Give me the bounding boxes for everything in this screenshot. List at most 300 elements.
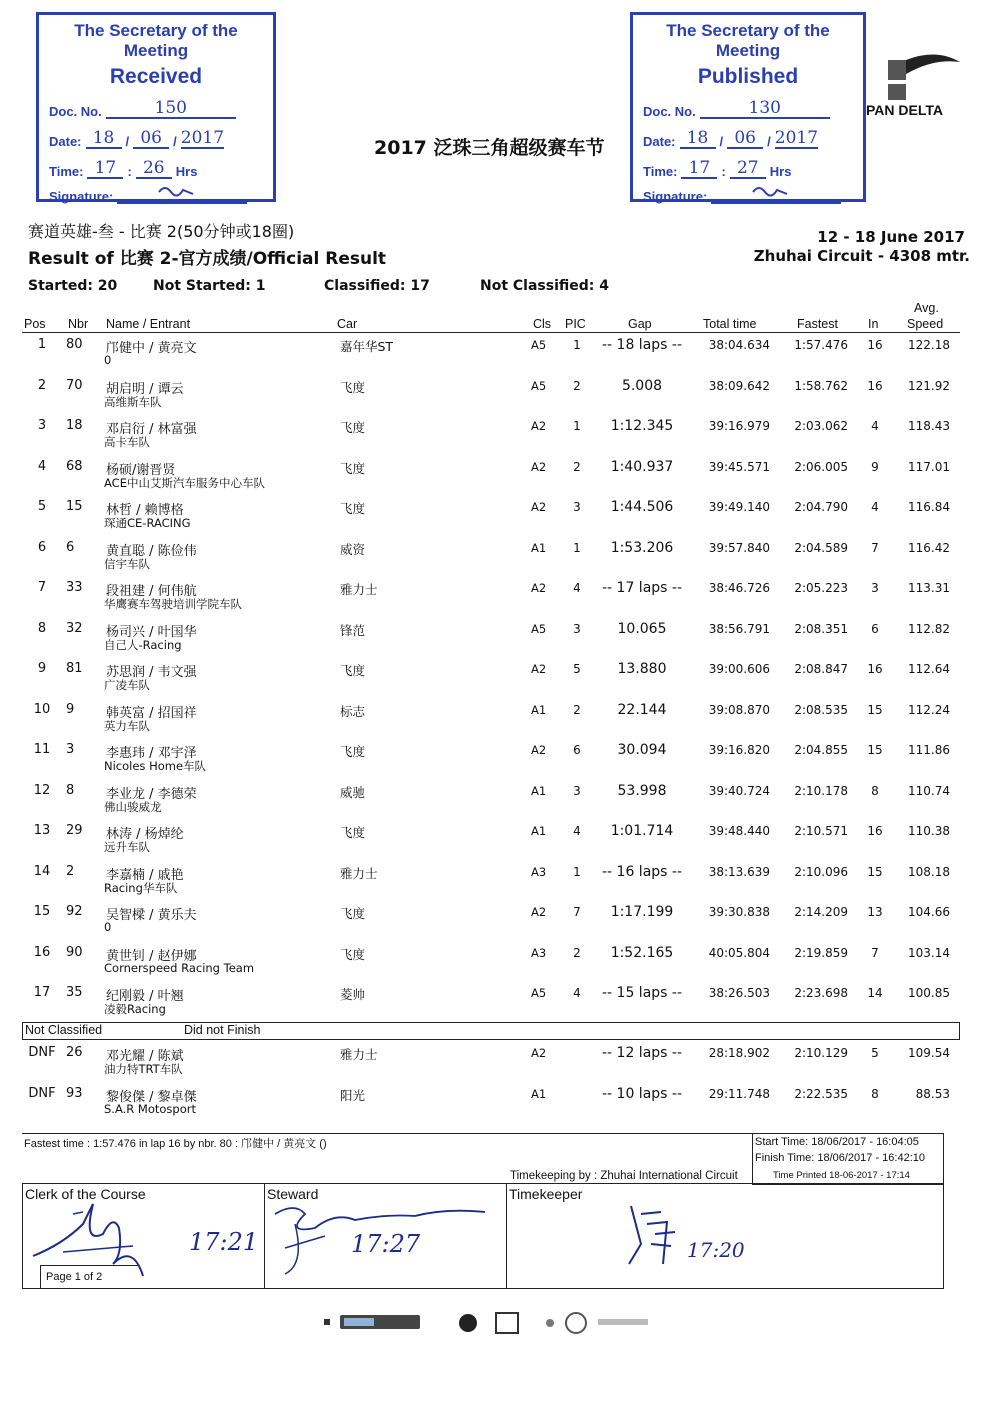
row-fastest-lap-number: 8	[871, 1086, 879, 1101]
row-gap: -- 18 laps --	[601, 337, 683, 353]
time-printed: Time Printed 18-06-2017 - 17:14	[773, 1170, 910, 1181]
timekeeper-label: Timekeeper	[509, 1186, 583, 1202]
steward-time: 17:27	[351, 1230, 421, 1258]
row-entrant: Cornerspeed Racing Team	[104, 960, 255, 975]
table-row	[0, 540, 1000, 580]
stamp-doc-row	[49, 99, 263, 119]
row-fastest-lap-number: 16	[867, 378, 883, 393]
header-nbr: Nbr	[68, 317, 89, 331]
not-classified-bar	[22, 1022, 960, 1040]
stamp-doc-row	[643, 99, 853, 119]
published-stamp	[630, 12, 866, 202]
row-fastest-lap: 2:06.005	[794, 459, 848, 474]
signature-line	[117, 190, 247, 204]
stamp-status: Received	[109, 65, 203, 88]
row-position-in-class: 2	[573, 702, 581, 717]
row-car-model: 威驰	[340, 784, 366, 800]
row-entrant: S.A.R Motosport	[104, 1101, 196, 1116]
row-car-model: 飞度	[340, 744, 366, 759]
time-minute: 27	[730, 159, 766, 179]
row-position: 13	[33, 823, 51, 838]
row-position-in-class: 6	[573, 743, 581, 757]
table-row	[0, 864, 1000, 904]
header-pos: Pos	[24, 317, 46, 331]
row-position-in-class: 4	[573, 824, 581, 838]
event-date: 12 - 18 June 2017	[817, 228, 965, 246]
row-car-number: 2	[66, 863, 75, 879]
row-entrant: ACE中山艾斯汽车服务中心车队	[104, 475, 265, 490]
stamp-signature-row	[643, 189, 853, 204]
row-car-number: 15	[66, 499, 83, 514]
table-row	[0, 337, 1000, 377]
did-not-finish-label: Did not Finish	[184, 1023, 261, 1037]
row-class: A5	[531, 986, 547, 1000]
hrs-label: Hrs	[175, 164, 198, 179]
row-average-speed: 109.54	[908, 1046, 950, 1060]
row-class: A2	[531, 581, 547, 595]
row-position-in-class: 7	[573, 905, 581, 919]
row-car-number: 93	[66, 1085, 83, 1101]
row-car-model: 标志	[340, 703, 366, 719]
row-car-model: 飞度	[340, 379, 366, 395]
row-total-time: 39:49.140	[708, 500, 770, 514]
timing-info-box	[752, 1133, 944, 1185]
row-driver-names: 黄世钊 / 赵伊娜	[106, 948, 197, 964]
stamp-time-row: Time: 17 : 26 Hrs	[49, 158, 198, 179]
date-month: 06	[727, 129, 763, 149]
row-driver-names: 黎俊傑 / 黎卓傑	[106, 1089, 197, 1105]
row-fastest-lap-number: 16	[867, 824, 883, 838]
row-total-time: 38:56.791	[708, 621, 770, 636]
row-total-time: 38:04.634	[708, 338, 770, 352]
row-position: 16	[33, 944, 51, 960]
race-title: 赛道英雄-叁 - 比赛 2(50分钟或18圈)	[28, 222, 295, 241]
row-entrant: 油力特TRT车队	[104, 1062, 183, 1076]
date-year: 2017	[774, 128, 819, 148]
row-driver-names: 苏思润 / 韦文强	[106, 665, 197, 680]
stamp-time-row: Time: 17 : 27 Hrs	[643, 158, 792, 179]
row-total-time: 29:11.748	[708, 1086, 770, 1101]
header-name: Name / Entrant	[106, 317, 191, 331]
stamp-date-row: Date: 18 / 06 / 2017	[49, 128, 225, 149]
row-total-time: 39:57.840	[708, 540, 770, 555]
row-gap: -- 16 laps --	[601, 863, 683, 880]
row-entrant: 自己人-Racing	[104, 637, 182, 652]
row-entrant: 凌毅Racing	[104, 1002, 166, 1016]
row-average-speed: 113.31	[908, 581, 950, 595]
date-label: Date:	[49, 134, 82, 149]
row-gap: 1:40.937	[610, 458, 674, 475]
doc-number: 150	[106, 99, 236, 119]
row-position: 17	[33, 985, 51, 1000]
date-year: 2017	[180, 128, 225, 148]
row-car-model: 雅力士	[340, 582, 378, 597]
row-driver-names: 林涛 / 杨焯纶	[106, 827, 184, 842]
row-car-number: 33	[66, 580, 83, 595]
row-entrant: 信宇车队	[104, 556, 150, 571]
row-car-number: 26	[66, 1045, 83, 1060]
row-car-number: 80	[66, 337, 83, 352]
row-driver-names: 段祖建 / 何伟航	[106, 584, 197, 599]
table-row	[0, 742, 1000, 782]
row-entrant: 华鹰赛车驾驶培训学院车队	[104, 597, 242, 611]
header-speed: Speed	[907, 317, 944, 331]
row-position: 11	[33, 742, 51, 757]
row-position-in-class: 3	[573, 500, 581, 514]
time-minute: 26	[136, 159, 172, 179]
table-row	[0, 702, 1000, 742]
row-gap: 1:53.206	[610, 539, 674, 556]
row-entrant: 0	[104, 920, 112, 934]
doc-number: 130	[700, 99, 830, 119]
row-fastest-lap-number: 6	[871, 621, 879, 636]
row-fastest-lap: 2:10.129	[794, 1046, 848, 1060]
row-total-time: 39:08.870	[708, 702, 770, 717]
row-average-speed: 122.18	[908, 338, 950, 352]
row-car-model: 嘉年华ST	[340, 339, 394, 354]
row-fastest-lap-number: 15	[867, 702, 883, 717]
event-title: 2017 泛珠三角超级赛车节	[374, 137, 605, 159]
row-driver-names: 邝健中 / 黄亮文	[106, 341, 197, 356]
row-position: 14	[33, 863, 51, 879]
row-car-model: 锋范	[340, 622, 366, 638]
row-gap: -- 10 laps --	[601, 1085, 683, 1102]
row-car-model: 飞度	[340, 825, 366, 840]
row-driver-names: 黄直聪 / 陈俭伟	[106, 543, 197, 559]
row-fastest-lap: 2:10.096	[794, 864, 848, 879]
row-gap: 5.008	[621, 377, 663, 394]
row-gap: 13.880	[617, 661, 667, 677]
row-gap: -- 15 laps --	[601, 985, 683, 1001]
row-fastest-lap: 2:08.847	[794, 662, 848, 676]
row-position-in-class: 2	[573, 378, 581, 393]
dnf-row	[0, 1086, 1000, 1126]
row-position-in-class: 2	[573, 945, 581, 960]
row-gap: 1:12.345	[610, 418, 674, 434]
row-entrant: 高维斯车队	[104, 394, 162, 409]
table-row	[0, 499, 1000, 539]
row-total-time: 40:05.804	[708, 945, 770, 960]
table-row	[0, 418, 1000, 458]
signature-scribble	[751, 182, 791, 198]
stamp-title: The Secretary of the Meeting	[74, 21, 238, 60]
table-row	[0, 621, 1000, 661]
row-position: DNF	[28, 1045, 56, 1060]
row-car-model: 威资	[340, 541, 366, 557]
row-fastest-lap-number: 7	[871, 945, 879, 960]
row-car-number: 32	[66, 620, 83, 636]
row-class: A1	[531, 824, 547, 838]
timekeeping-by: Timekeeping by : Zhuhai International Circuit	[510, 1170, 738, 1182]
row-class: A2	[531, 459, 547, 474]
date-day: 18	[680, 129, 716, 149]
stamp-title: The Secretary of the Meeting	[666, 21, 830, 60]
clerk-time: 17:21	[189, 1228, 259, 1256]
row-gap: 1:17.199	[610, 904, 674, 920]
time-hour: 17	[681, 159, 717, 179]
row-fastest-lap-number: 14	[867, 986, 883, 1000]
row-position: 10	[33, 701, 51, 717]
table-row	[0, 823, 1000, 863]
row-car-model: 飞度	[340, 906, 366, 921]
row-fastest-lap: 2:22.535	[794, 1086, 848, 1101]
row-driver-names: 邓光耀 / 陈斌	[106, 1049, 184, 1064]
header-pic: PIC	[565, 317, 586, 331]
row-car-model: 飞度	[340, 460, 366, 476]
row-fastest-lap: 1:58.762	[794, 378, 848, 393]
row-class: A3	[531, 945, 547, 960]
row-car-number: 18	[66, 418, 83, 433]
row-average-speed: 116.84	[908, 500, 950, 514]
row-driver-names: 李惠玮 / 邓宇泽	[106, 746, 197, 761]
row-total-time: 38:13.639	[708, 864, 770, 879]
stamp-status: Published	[697, 65, 799, 88]
row-average-speed: 116.42	[908, 540, 950, 555]
row-fastest-lap-number: 4	[871, 500, 879, 514]
row-car-number: 35	[66, 985, 83, 1000]
stat-not-classified: Not Classified: 4	[480, 278, 609, 294]
row-average-speed: 111.86	[908, 743, 950, 757]
header-gap: Gap	[628, 317, 652, 331]
page-number: Page 1 of 2	[40, 1265, 138, 1289]
row-car-number: 68	[66, 458, 83, 474]
row-average-speed: 112.24	[908, 702, 950, 717]
row-gap: 1:01.714	[610, 823, 674, 839]
row-total-time: 38:46.726	[708, 581, 770, 595]
row-entrant: 广凌车队	[104, 678, 150, 692]
row-position: 5	[37, 499, 47, 514]
row-average-speed: 103.14	[908, 945, 950, 960]
row-car-number: 8	[66, 782, 75, 798]
row-driver-names: 杨硕/谢晋贤	[106, 462, 176, 478]
row-gap: 10.065	[617, 620, 667, 637]
row-average-speed: 104.66	[908, 905, 950, 919]
header-fastest: Fastest	[797, 317, 838, 331]
row-car-model: 飞度	[340, 946, 366, 962]
row-average-speed: 112.82	[908, 621, 950, 636]
row-position-in-class: 1	[573, 540, 581, 555]
doc-label: Doc. No.	[643, 104, 696, 119]
finish-time: Finish Time: 18/06/2017 - 16:42:10	[755, 1152, 925, 1164]
table-row	[0, 580, 1000, 620]
row-entrant: 高卡车队	[104, 435, 150, 449]
row-class: A2	[531, 743, 547, 757]
row-driver-names: 李业龙 / 李德荣	[106, 786, 197, 802]
header-cls: Cls	[533, 317, 552, 331]
header-total-time: Total time	[703, 317, 757, 331]
row-class: A2	[531, 905, 547, 919]
row-fastest-lap: 2:08.351	[794, 621, 848, 636]
stamp-date-row: Date: 18 / 06 / 2017	[643, 128, 819, 149]
row-class: A5	[531, 621, 547, 636]
row-fastest-lap-number: 5	[871, 1046, 879, 1060]
row-position-in-class: 3	[573, 621, 581, 636]
row-position: 7	[37, 580, 47, 595]
row-average-speed: 88.53	[915, 1086, 950, 1101]
timekeeper-signature	[611, 1184, 711, 1284]
row-entrant: Racing华车队	[104, 880, 178, 895]
row-entrant: 琛通CE-RACING	[104, 516, 191, 530]
row-position: 6	[37, 539, 47, 555]
date-label: Date:	[643, 134, 676, 149]
row-position-in-class: 2	[573, 459, 581, 474]
row-entrant: Nicoles Home车队	[104, 759, 207, 773]
row-fastest-lap-number: 4	[871, 419, 879, 433]
row-total-time: 39:45.571	[708, 459, 770, 474]
table-row	[0, 985, 1000, 1025]
row-car-number: 29	[66, 823, 83, 838]
row-gap: 22.144	[617, 701, 667, 718]
result-title: Result of 比赛 2-官方成绩/Official Result	[28, 249, 387, 269]
dnf-row	[0, 1045, 1000, 1085]
header-car: Car	[337, 317, 358, 331]
row-total-time: 38:09.642	[708, 378, 770, 393]
signature-box	[22, 1183, 944, 1289]
row-position: 2	[37, 377, 47, 393]
row-average-speed: 121.92	[908, 378, 950, 393]
row-average-speed: 112.64	[908, 662, 950, 676]
row-total-time: 39:40.724	[708, 783, 770, 798]
row-position-in-class: 5	[573, 662, 581, 676]
table-row	[0, 378, 1000, 418]
row-average-speed: 118.43	[908, 419, 950, 433]
row-class: A5	[531, 378, 547, 393]
row-total-time: 39:48.440	[708, 824, 770, 838]
header-avg: Avg.	[914, 301, 939, 315]
circuit-name: Zhuhai Circuit - 4308 mtr.	[753, 247, 970, 265]
row-position-in-class: 4	[573, 581, 581, 595]
table-row	[0, 904, 1000, 944]
row-car-model: 阳光	[340, 1087, 366, 1103]
row-class: A1	[531, 540, 547, 555]
row-car-number: 81	[66, 661, 83, 676]
row-gap: 53.998	[617, 782, 667, 799]
row-position-in-class: 4	[573, 986, 581, 1000]
row-gap: -- 12 laps --	[601, 1045, 683, 1061]
row-fastest-lap-number: 15	[867, 743, 883, 757]
row-gap: -- 17 laps --	[601, 580, 683, 596]
row-total-time: 39:30.838	[708, 905, 770, 919]
row-class: A2	[531, 1046, 547, 1060]
row-position-in-class: 1	[573, 864, 581, 879]
row-driver-names: 吴智樑 / 黄乐夫	[106, 908, 197, 923]
row-class: A2	[531, 419, 547, 433]
row-car-model: 飞度	[340, 663, 366, 678]
header-in: In	[868, 317, 879, 331]
row-entrant: 英力车队	[104, 718, 150, 733]
row-fastest-lap: 2:05.223	[794, 581, 848, 595]
row-fastest-lap: 2:10.571	[794, 824, 848, 838]
row-class: A1	[531, 783, 547, 798]
row-total-time: 39:00.606	[708, 662, 770, 676]
row-car-model: 飞度	[340, 420, 366, 435]
signature-divider	[506, 1184, 507, 1288]
date-month: 06	[133, 129, 169, 149]
row-car-model: 雅力士	[340, 865, 378, 881]
stamp-signature-row	[49, 189, 263, 204]
date-day: 18	[86, 129, 122, 149]
timekeeper-time: 17:20	[687, 1238, 745, 1262]
row-fastest-lap-number: 8	[871, 783, 879, 798]
row-position: 12	[33, 782, 51, 798]
row-fastest-lap-number: 3	[871, 581, 879, 595]
row-position: 15	[33, 904, 51, 919]
row-position: 3	[37, 418, 47, 433]
row-fastest-lap-number: 13	[867, 905, 883, 919]
row-car-number: 3	[66, 742, 75, 757]
row-car-number: 6	[66, 539, 75, 555]
received-stamp	[36, 12, 276, 202]
row-position: 1	[37, 337, 47, 352]
row-class: A1	[531, 702, 547, 717]
row-class: A3	[531, 864, 547, 879]
signature-label: Signature:	[49, 189, 114, 204]
row-car-number: 92	[66, 904, 83, 919]
row-driver-names: 胡启明 / 谭云	[106, 381, 184, 397]
row-driver-names: 韩英富 / 招国祥	[106, 705, 197, 721]
row-car-model: 雅力士	[340, 1047, 378, 1062]
row-entrant: 0	[104, 353, 112, 367]
row-car-model: 飞度	[340, 501, 366, 516]
row-driver-names: 李嘉楠 / 戚艳	[106, 867, 184, 883]
sponsor-logos-icon	[320, 1305, 660, 1339]
row-position: 9	[37, 661, 47, 676]
row-fastest-lap: 2:04.790	[794, 500, 848, 514]
row-entrant: 佛山骏威龙	[104, 799, 162, 814]
row-fastest-lap: 1:57.476	[794, 338, 848, 352]
signature-scribble	[157, 182, 197, 198]
row-fastest-lap: 2:04.589	[794, 540, 848, 555]
clerk-label: Clerk of the Course	[25, 1186, 146, 1202]
row-class: A2	[531, 662, 547, 676]
time-label: Time:	[49, 164, 84, 179]
row-position-in-class: 3	[573, 783, 581, 798]
row-fastest-lap: 2:10.178	[794, 783, 848, 798]
row-average-speed: 100.85	[908, 986, 950, 1000]
row-fastest-lap-number: 16	[867, 338, 883, 352]
row-average-speed: 110.38	[908, 824, 950, 838]
row-fastest-lap: 2:14.209	[794, 905, 848, 919]
table-row	[0, 783, 1000, 823]
row-fastest-lap: 2:03.062	[794, 419, 848, 433]
row-fastest-lap-number: 15	[867, 864, 883, 879]
row-car-number: 90	[66, 944, 83, 960]
stat-not-started: Not Started: 1	[153, 278, 266, 294]
signature-line	[711, 190, 841, 204]
row-total-time: 39:16.979	[708, 419, 770, 433]
row-class: A1	[531, 1086, 547, 1101]
fastest-time-note: Fastest time : 1:57.476 in lap 16 by nbr. 80 : 邝健中 / 黄亮文 ()	[24, 1138, 327, 1150]
table-row	[0, 945, 1000, 985]
hrs-label: Hrs	[769, 164, 792, 179]
row-fastest-lap: 2:19.859	[794, 945, 848, 960]
row-position-in-class: 1	[573, 419, 581, 433]
row-average-speed: 117.01	[908, 459, 950, 474]
row-position: 8	[37, 620, 47, 636]
row-class: A5	[531, 338, 547, 352]
table-row	[0, 459, 1000, 499]
stat-started: Started: 20	[28, 278, 118, 294]
header-divider	[22, 332, 960, 333]
row-total-time: 39:16.820	[708, 743, 770, 757]
row-fastest-lap: 2:04.855	[794, 743, 848, 757]
row-fastest-lap: 2:23.698	[794, 986, 848, 1000]
row-entrant: 远升车队	[104, 840, 150, 854]
logo-text: PAN DELTA	[866, 102, 943, 118]
row-gap: 1:44.506	[610, 499, 674, 515]
row-driver-names: 林哲 / 赖博格	[106, 503, 184, 518]
time-hour: 17	[87, 159, 123, 179]
